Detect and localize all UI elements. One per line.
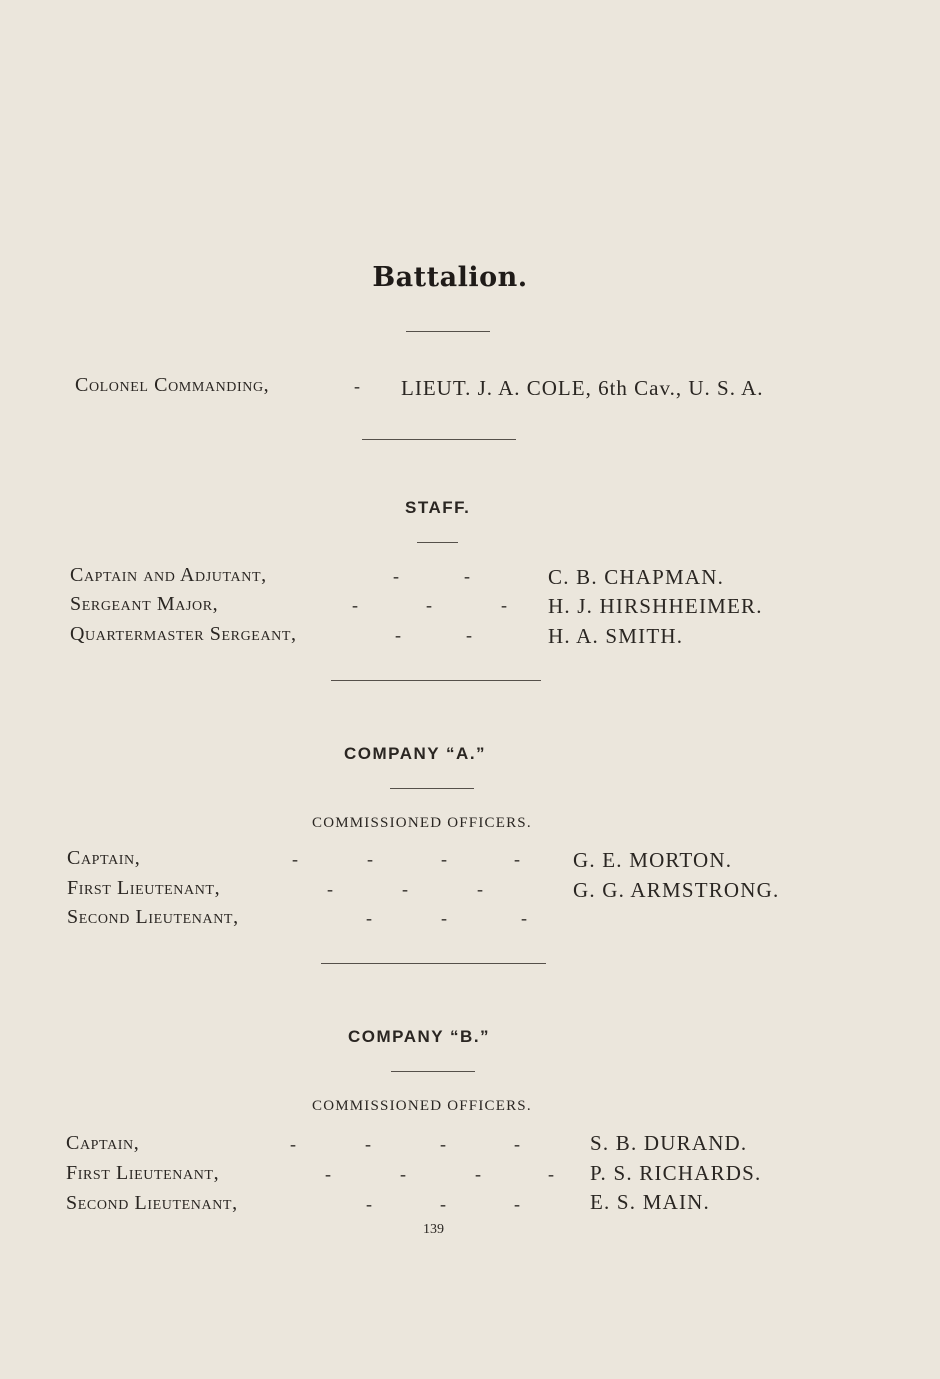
company-a-row-dash: - [327, 879, 333, 899]
staff-row-dash: - [426, 595, 432, 615]
staff-row-name: C. B. CHAPMAN. [548, 565, 725, 589]
colonel-dash: - [354, 376, 360, 396]
company-b-row-dash: - [290, 1134, 296, 1154]
staff-row-dash: - [501, 595, 507, 615]
staff-heading: STAFF. [405, 498, 471, 517]
company-b-row-dash: - [548, 1164, 554, 1184]
company-b-rule [391, 1071, 475, 1072]
company-b-row-label: First Lieutenant, [66, 1162, 220, 1184]
staff-row-label: Sergeant Major, [70, 593, 219, 615]
staff-row-label: Captain and Adjutant, [70, 564, 267, 586]
company-b-row-dash: - [475, 1164, 481, 1184]
company-a-row-dash: - [514, 849, 520, 869]
company-b-subheading: COMMISSIONED OFFICERS. [312, 1098, 532, 1114]
company-a-row-dash: - [292, 849, 298, 869]
company-b-row-dash: - [514, 1194, 520, 1214]
staff-row-dash: - [393, 566, 399, 586]
company-a-row-dash: - [521, 908, 527, 928]
company-b-row-dash: - [400, 1164, 406, 1184]
company-a-row-dash: - [441, 849, 447, 869]
company-b-row-dash: - [366, 1194, 372, 1214]
company-b-row-dash: - [325, 1164, 331, 1184]
colonel-rule [362, 439, 516, 440]
colonel-name: LIEUT. J. A. COLE, 6th Cav., U. S. A. [401, 376, 764, 400]
title-rule [406, 331, 490, 332]
company-a-row-dash: - [402, 879, 408, 899]
company-a-row-name: G. G. ARMSTRONG. [573, 878, 780, 902]
company-b-row-label: Second Lieutenant, [66, 1192, 238, 1214]
colonel-label: Colonel Commanding, [75, 374, 270, 396]
company-a-row-label: Second Lieutenant, [67, 906, 239, 928]
staff-row-dash: - [352, 595, 358, 615]
company-b-row-name: P. S. RICHARDS. [590, 1161, 762, 1185]
staff-row-name: H. A. SMITH. [548, 624, 684, 648]
company-b-heading: COMPANY “B.” [348, 1027, 491, 1046]
company-a-rule [390, 788, 474, 789]
company-b-row-name: S. B. DURAND. [590, 1131, 748, 1155]
company-a-row-label: Captain, [67, 847, 141, 869]
company-b-row-label: Captain, [66, 1132, 140, 1154]
company-a-row-dash: - [366, 908, 372, 928]
staff-row-dash: - [464, 566, 470, 586]
staff-section-rule [331, 680, 541, 681]
company-a-row-name: G. E. MORTON. [573, 848, 733, 872]
staff-row-dash: - [466, 625, 472, 645]
staff-row-name: H. J. HIRSHHEIMER. [548, 594, 763, 618]
staff-row-label: Quartermaster Sergeant, [70, 623, 297, 645]
staff-row-dash: - [395, 625, 401, 645]
company-a-subheading: COMMISSIONED OFFICERS. [312, 815, 532, 831]
company-a-row-dash: - [441, 908, 447, 928]
company-a-row-label: First Lieutenant, [67, 877, 221, 899]
page-title: Battalion. [372, 262, 528, 293]
company-b-row-name: E. S. MAIN. [590, 1190, 710, 1214]
staff-rule [417, 542, 458, 543]
company-a-row-dash: - [367, 849, 373, 869]
company-b-row-dash: - [440, 1134, 446, 1154]
company-a-heading: COMPANY “A.” [344, 744, 487, 763]
company-b-row-dash: - [514, 1134, 520, 1154]
page-number: 139 [423, 1222, 444, 1237]
company-a-section-rule [321, 963, 546, 964]
company-a-row-dash: - [477, 879, 483, 899]
company-b-row-dash: - [440, 1194, 446, 1214]
company-b-row-dash: - [365, 1134, 371, 1154]
